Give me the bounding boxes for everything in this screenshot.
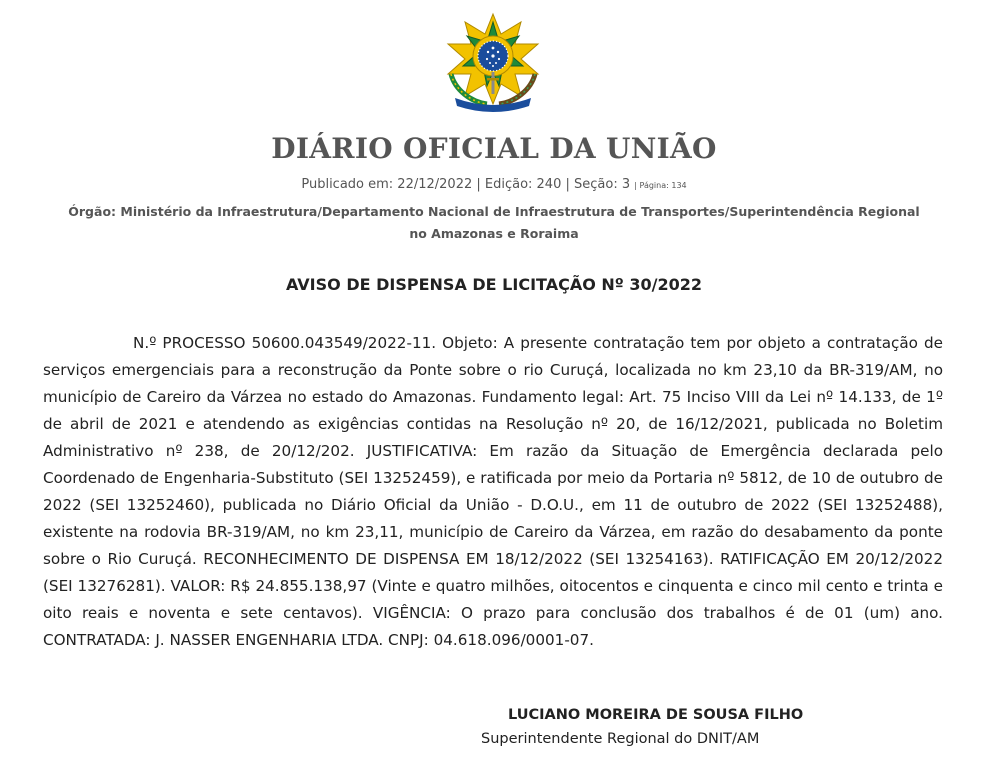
notice-heading: AVISO DE DISPENSA DE LICITAÇÃO Nº 30/2022 [286,275,702,294]
notice-body: N.º PROCESSO 50600.043549/2022-11. Objeto: A presente contratação tem por objeto a contratação de serviços emergenciais para a reconstrução da Ponte sobre o rio Curuçá, localizada no km 23,10 da BR-319/AM, no município de Careiro da Várzea no estado do Amazonas. Fundamento legal: Art. 75 Inciso VIII da Lei nº 14.133, de 1º de abril de 2021 e atendendo as exigências contidas na Resolução nº 20, de 16/12/2021, publicada no Boletim Administrativo nº 238, de 20/12/202. JUSTIFICATIVA: Em razão da Situação de Emergência declarada pelo Coordenado de Engenharia-Substituto (SEI 13252459), e ratificada por meio da Portaria nº 5812, de 10 de outubro de 2022 (SEI 13252460), publicada no Diário Oficial da União - D.O.U., em 11 de outubro de 2022 (SEI 13252488), existente na rodovia BR-319/AM, no km 23,11, município de Careiro da Várzea, em razão do desabamento da ponte sobre o Rio Curuçá. RECONHECIMENTO DE DISPENSA EM 18/12/2022 (SEI 13254163). RATIFICAÇÃO EM 20/12/2022 (SEI 13276281). VALOR: R$ 24.855.138,97 (Vinte e quatro milhões, oitocentos e cinquenta e cinco mil cento e trinta e oito reais e noventa e sete centavos). VIGÊNCIA: O prazo para conclusão dos trabalhos é de 01 (um) ano. CONTRATADA: J. NASSER ENGENHARIA LTDA. CNPJ: 04.618.096/0001-07. [43,334,943,649]
signer-role: Superintendente Regional do DNIT/AM [481,731,760,747]
signer-name: LUCIANO MOREIRA DE SOUSA FILHO [508,707,804,723]
journal-title: DIÁRIO OFICIAL DA UNIÃO [271,132,717,165]
brazil-coat-of-arms-icon [441,12,545,112]
issuing-agency: Órgão: Ministério da Infraestrutura/Departamento Nacional de Infraestrutura de Transportes/Superintendência Regional no Amazonas e Roraima [68,204,920,241]
publication-info [0,177,988,192]
page-number: | Página: 134 [634,181,687,190]
publication-details: Publicado em: 22/12/2022 | Edição: 240 | Seção: 3 [301,177,631,192]
